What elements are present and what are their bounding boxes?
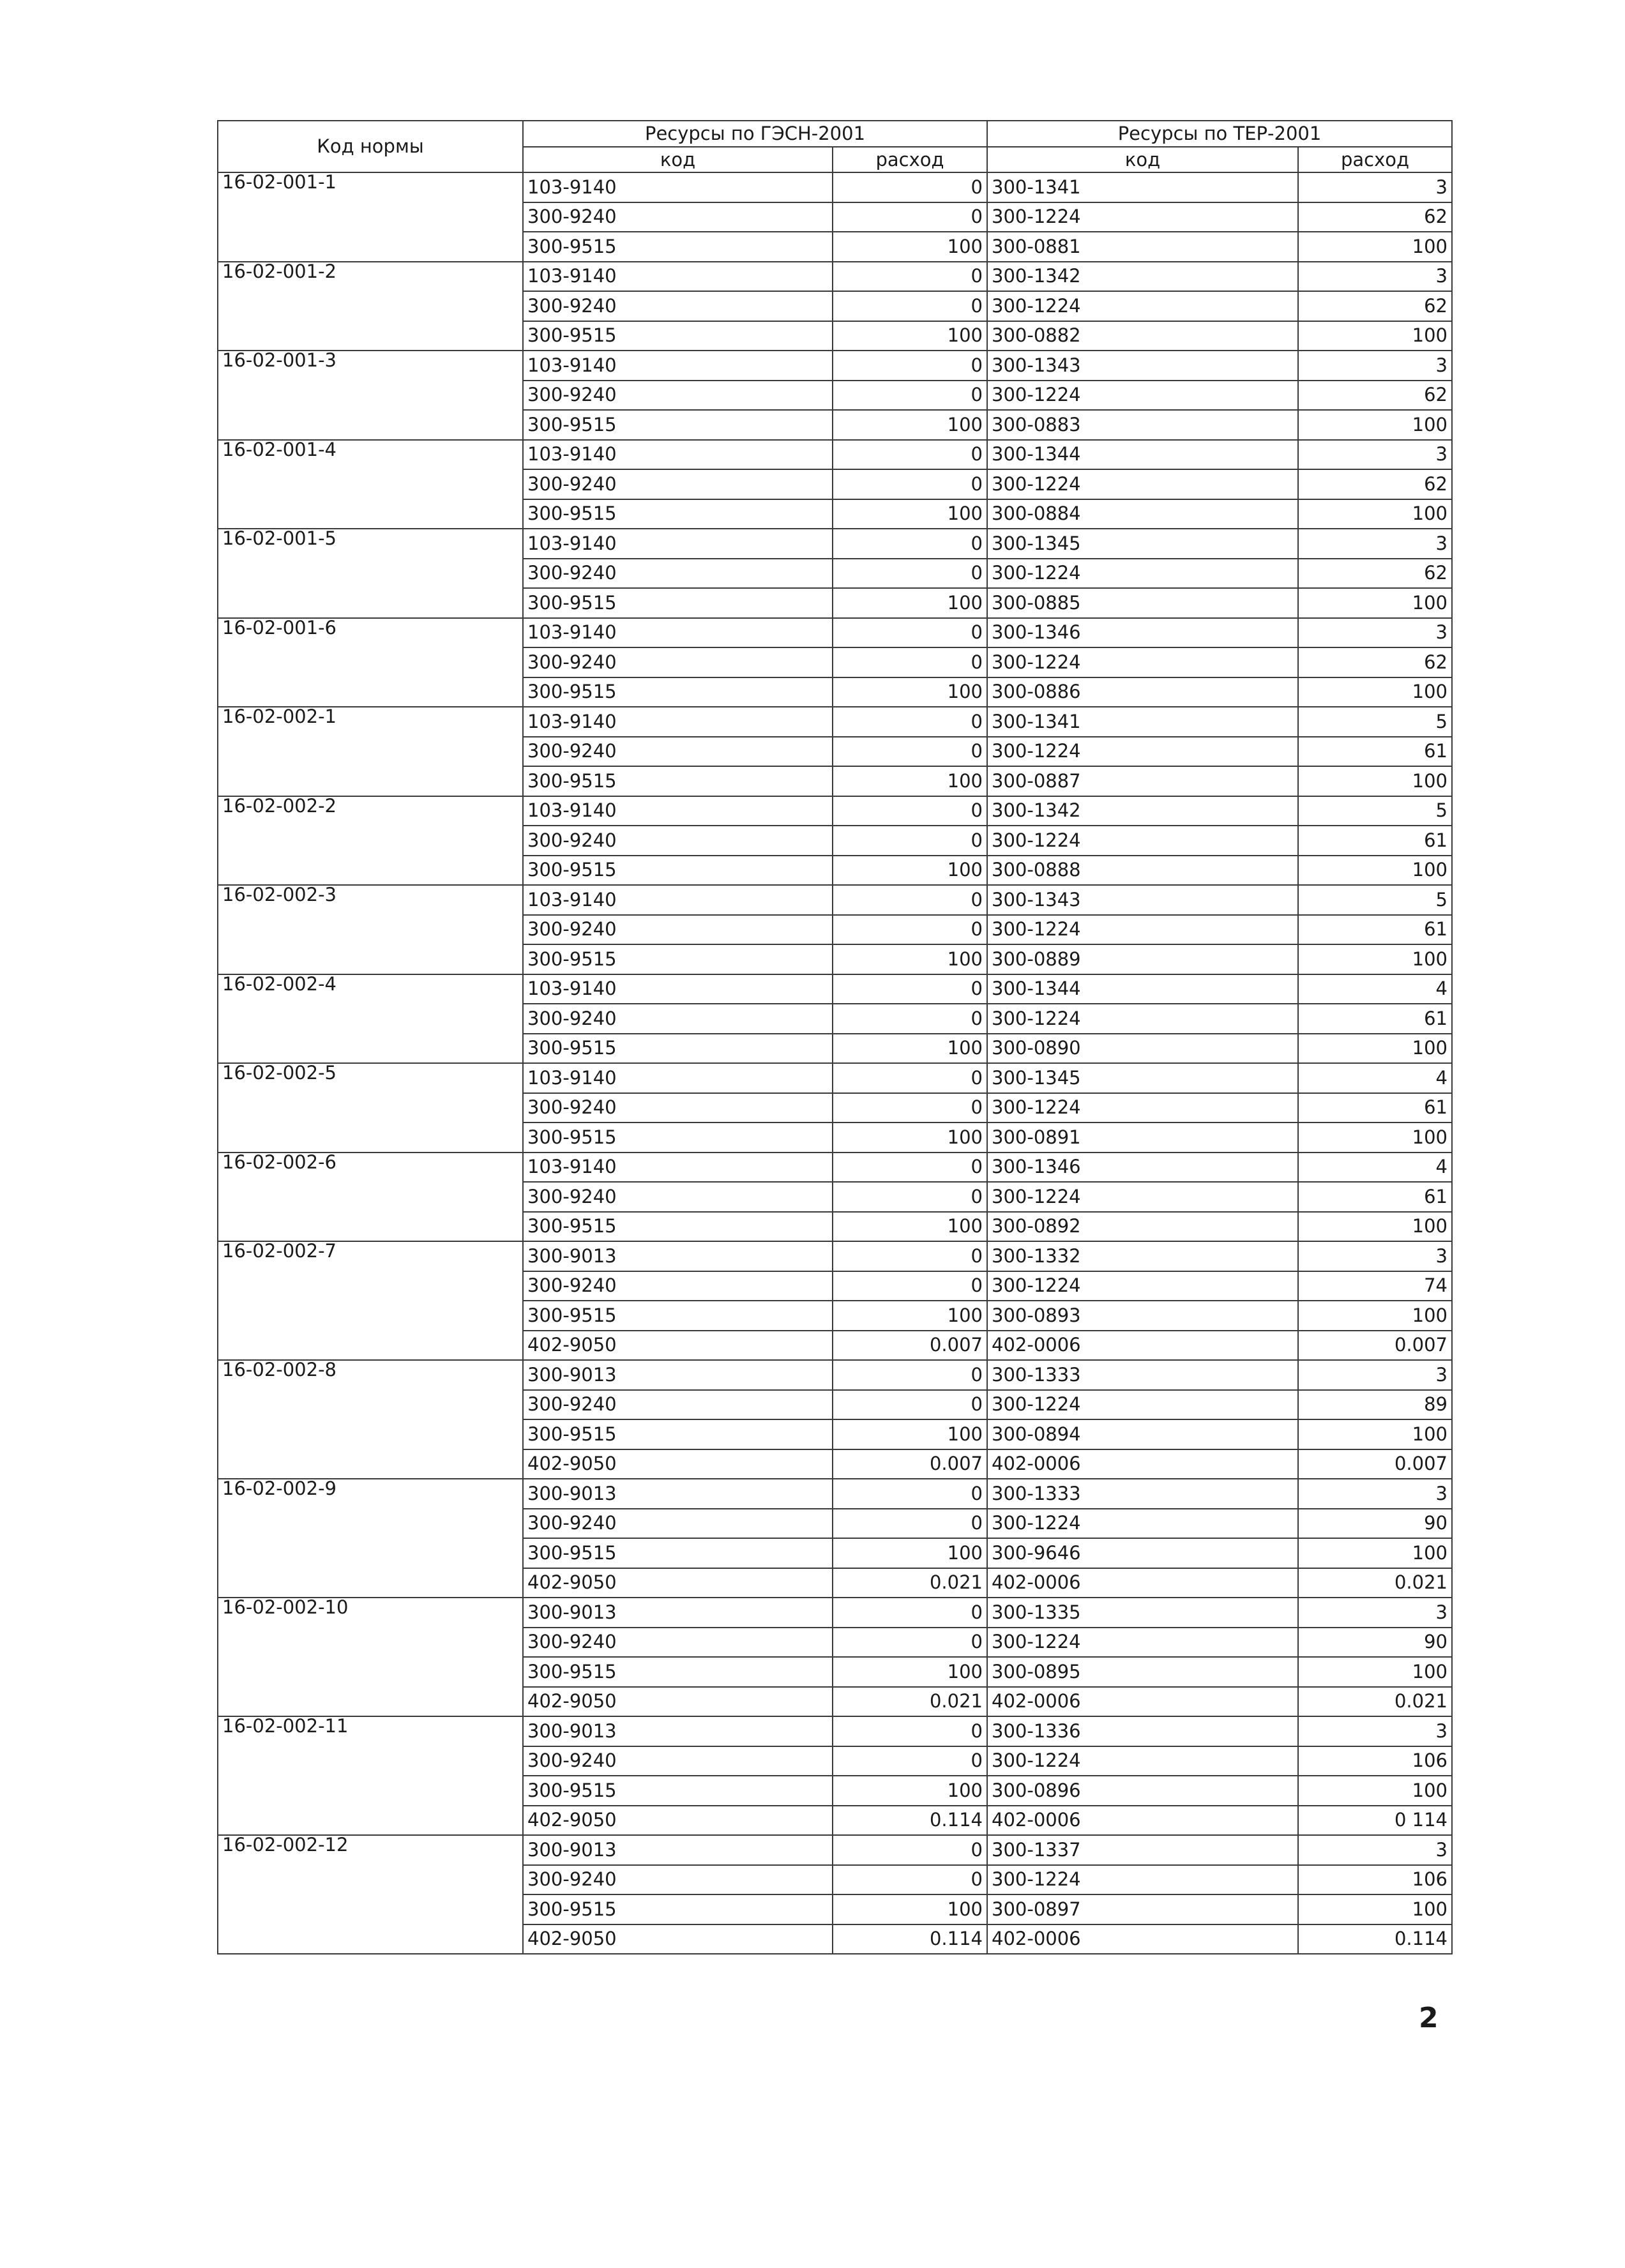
ter-code-cell: 300-1346 (987, 1153, 1298, 1183)
gesn-usage-cell: 0 (833, 469, 987, 499)
gesn-usage-cell: 0 (833, 1360, 987, 1390)
gesn-usage-cell: 0.007 (833, 1331, 987, 1361)
gesn-code-cell: 300-9515 (523, 499, 833, 529)
ter-code-cell: 300-1343 (987, 351, 1298, 381)
gesn-usage-cell: 100 (833, 321, 987, 351)
gesn-code-cell: 300-9515 (523, 856, 833, 886)
ter-code-cell: 402-0006 (987, 1687, 1298, 1717)
gesn-code-cell: 402-9050 (523, 1449, 833, 1479)
gesn-code-cell: 300-9515 (523, 1301, 833, 1331)
gesn-code-cell: 300-9013 (523, 1835, 833, 1865)
gesn-code-cell: 300-9515 (523, 1034, 833, 1064)
gesn-usage-cell: 100 (833, 856, 987, 886)
ter-code-cell: 300-1336 (987, 1716, 1298, 1746)
ter-code-cell: 300-1224 (987, 1628, 1298, 1658)
gesn-usage-cell: 0 (833, 1093, 987, 1123)
gesn-code-cell: 300-9013 (523, 1598, 833, 1628)
gesn-code-cell: 402-9050 (523, 1687, 833, 1717)
table-row (218, 1598, 1452, 1628)
gesn-code-cell: 300-9240 (523, 469, 833, 499)
ter-usage-cell: 3 (1298, 1241, 1452, 1271)
gesn-usage-cell: 0 (833, 262, 987, 292)
ter-code-cell: 300-1345 (987, 1063, 1298, 1093)
gesn-code-cell: 300-9515 (523, 1419, 833, 1449)
gesn-usage-cell: 0 (833, 1835, 987, 1865)
gesn-usage-cell: 0 (833, 559, 987, 589)
ter-usage-header: расход (1298, 147, 1452, 172)
norm-code-header: Код нормы (218, 121, 523, 172)
gesn-usage-cell: 0 (833, 202, 987, 232)
gesn-code-cell: 300-9240 (523, 1004, 833, 1034)
ter-usage-cell: 100 (1298, 410, 1452, 440)
ter-code-cell: 402-0006 (987, 1568, 1298, 1598)
table-row (218, 1835, 1452, 1865)
ter-code-cell: 300-1341 (987, 707, 1298, 737)
table-row (218, 618, 1452, 648)
table-row (218, 707, 1452, 737)
norm-code-cell: 16-02-002-6 (218, 1153, 523, 1242)
ter-usage-cell: 100 (1298, 1301, 1452, 1331)
ter-code-cell: 300-0883 (987, 410, 1298, 440)
ter-usage-cell: 0.114 (1298, 1924, 1452, 1954)
gesn-code-cell: 300-9013 (523, 1716, 833, 1746)
gesn-code-cell: 103-9140 (523, 1063, 833, 1093)
gesn-usage-cell: 0 (833, 974, 987, 1004)
ter-code-cell: 300-1333 (987, 1479, 1298, 1509)
ter-usage-cell: 61 (1298, 826, 1452, 856)
gesn-code-cell: 300-9515 (523, 1212, 833, 1242)
ter-code-cell: 300-0892 (987, 1212, 1298, 1242)
gesn-usage-cell: 100 (833, 410, 987, 440)
ter-usage-cell: 0.021 (1298, 1687, 1452, 1717)
norm-code-cell: 16-02-002-11 (218, 1716, 523, 1835)
ter-code-cell: 300-0897 (987, 1894, 1298, 1924)
ter-usage-cell: 61 (1298, 1182, 1452, 1212)
norm-code-cell: 16-02-002-3 (218, 885, 523, 974)
ter-code-cell: 300-0889 (987, 944, 1298, 974)
ter-usage-cell: 62 (1298, 291, 1452, 321)
gesn-code-cell: 300-9515 (523, 232, 833, 262)
table-row (218, 351, 1452, 381)
ter-usage-cell: 5 (1298, 707, 1452, 737)
gesn-code-header: код (523, 147, 833, 172)
gesn-code-cell: 402-9050 (523, 1806, 833, 1836)
gesn-usage-cell: 0 (833, 1063, 987, 1093)
norm-code-cell: 16-02-001-5 (218, 529, 523, 618)
ter-code-cell: 300-1224 (987, 1746, 1298, 1776)
gesn-usage-cell: 0 (833, 707, 987, 737)
ter-usage-cell: 100 (1298, 588, 1452, 618)
page-number: 2 (1419, 2002, 1439, 2034)
gesn-usage-cell: 0.007 (833, 1449, 987, 1479)
ter-code-cell: 300-0894 (987, 1419, 1298, 1449)
norm-code-cell: 16-02-002-10 (218, 1598, 523, 1716)
ter-usage-cell: 3 (1298, 1479, 1452, 1509)
gesn-code-cell: 103-9140 (523, 618, 833, 648)
gesn-usage-cell: 0 (833, 1153, 987, 1183)
norm-code-cell: 16-02-001-6 (218, 618, 523, 707)
ter-code-cell: 300-1224 (987, 1004, 1298, 1034)
ter-code-cell: 300-1224 (987, 291, 1298, 321)
gesn-usage-cell: 100 (833, 1657, 987, 1687)
gesn-code-cell: 300-9013 (523, 1241, 833, 1271)
ter-usage-cell: 100 (1298, 1419, 1452, 1449)
norm-code-cell: 16-02-002-1 (218, 707, 523, 796)
ter-code-cell: 300-1224 (987, 559, 1298, 589)
gesn-code-cell: 300-9515 (523, 677, 833, 707)
ter-usage-cell: 100 (1298, 499, 1452, 529)
ter-usage-cell: 61 (1298, 737, 1452, 767)
table-row (218, 796, 1452, 826)
resource-table (217, 120, 1453, 1954)
ter-usage-cell: 89 (1298, 1390, 1452, 1420)
gesn-code-cell: 103-9140 (523, 1153, 833, 1183)
gesn-code-cell: 103-9140 (523, 796, 833, 826)
gesn-code-cell: 300-9240 (523, 1509, 833, 1539)
gesn-code-cell: 300-9240 (523, 291, 833, 321)
ter-code-cell: 300-0890 (987, 1034, 1298, 1064)
ter-code-cell: 300-0886 (987, 677, 1298, 707)
gesn-usage-cell: 0 (833, 885, 987, 915)
ter-usage-cell: 4 (1298, 1063, 1452, 1093)
norm-code-cell: 16-02-002-12 (218, 1835, 523, 1954)
ter-code-cell: 300-1224 (987, 826, 1298, 856)
ter-code-cell: 300-9646 (987, 1538, 1298, 1568)
gesn-usage-cell: 100 (833, 1538, 987, 1568)
gesn-usage-cell: 100 (833, 1894, 987, 1924)
gesn-usage-cell: 100 (833, 232, 987, 262)
gesn-code-cell: 300-9515 (523, 588, 833, 618)
gesn-code-cell: 300-9240 (523, 1271, 833, 1301)
ter-code-header: код (987, 147, 1298, 172)
ter-usage-cell: 61 (1298, 1093, 1452, 1123)
ter-usage-cell: 62 (1298, 202, 1452, 232)
gesn-usage-cell: 0 (833, 1004, 987, 1034)
ter-usage-cell: 3 (1298, 172, 1452, 202)
gesn-usage-cell: 100 (833, 1301, 987, 1331)
ter-usage-cell: 4 (1298, 1153, 1452, 1183)
norm-code-cell: 16-02-002-2 (218, 796, 523, 886)
gesn-group-header: Ресурсы по ГЭСН-2001 (523, 121, 987, 147)
gesn-code-cell: 300-9240 (523, 737, 833, 767)
ter-code-cell: 300-1343 (987, 885, 1298, 915)
ter-usage-cell: 3 (1298, 1598, 1452, 1628)
ter-code-cell: 402-0006 (987, 1449, 1298, 1479)
ter-usage-cell: 100 (1298, 766, 1452, 796)
ter-code-cell: 402-0006 (987, 1331, 1298, 1361)
ter-code-cell: 300-0882 (987, 321, 1298, 351)
gesn-code-cell: 103-9140 (523, 262, 833, 292)
ter-code-cell: 300-1224 (987, 202, 1298, 232)
gesn-code-cell: 402-9050 (523, 1924, 833, 1954)
ter-code-cell: 300-1333 (987, 1360, 1298, 1390)
gesn-usage-cell: 0 (833, 1390, 987, 1420)
ter-code-cell: 300-1224 (987, 1865, 1298, 1895)
gesn-code-cell: 103-9140 (523, 707, 833, 737)
ter-usage-cell: 3 (1298, 529, 1452, 559)
gesn-usage-cell: 0 (833, 647, 987, 677)
gesn-usage-cell: 100 (833, 499, 987, 529)
ter-usage-cell: 62 (1298, 469, 1452, 499)
table-row (218, 1716, 1452, 1746)
gesn-usage-cell: 0 (833, 351, 987, 381)
gesn-code-cell: 300-9515 (523, 1123, 833, 1153)
norm-code-cell: 16-02-002-5 (218, 1063, 523, 1153)
table-row (218, 1360, 1452, 1390)
gesn-usage-cell: 0 (833, 826, 987, 856)
ter-usage-cell: 5 (1298, 885, 1452, 915)
ter-usage-cell: 100 (1298, 944, 1452, 974)
ter-usage-cell: 0.007 (1298, 1331, 1452, 1361)
ter-code-cell: 300-1344 (987, 440, 1298, 470)
gesn-usage-cell: 0 (833, 529, 987, 559)
gesn-usage-cell: 0 (833, 915, 987, 945)
ter-code-cell: 300-1335 (987, 1598, 1298, 1628)
ter-code-cell: 300-0881 (987, 232, 1298, 262)
ter-usage-cell: 74 (1298, 1271, 1452, 1301)
gesn-usage-header: расход (833, 147, 987, 172)
gesn-usage-cell: 0 (833, 1241, 987, 1271)
ter-usage-cell: 100 (1298, 232, 1452, 262)
ter-usage-cell: 100 (1298, 1894, 1452, 1924)
ter-code-cell: 300-1224 (987, 469, 1298, 499)
ter-usage-cell: 4 (1298, 974, 1452, 1004)
gesn-code-cell: 300-9240 (523, 1093, 833, 1123)
ter-code-cell: 300-1344 (987, 974, 1298, 1004)
ter-group-header: Ресурсы по ТЕР-2001 (987, 121, 1452, 147)
gesn-usage-cell: 100 (833, 944, 987, 974)
ter-usage-cell: 0 114 (1298, 1806, 1452, 1836)
ter-usage-cell: 90 (1298, 1509, 1452, 1539)
ter-usage-cell: 3 (1298, 1835, 1452, 1865)
norm-code-cell: 16-02-002-8 (218, 1360, 523, 1479)
ter-usage-cell: 0.021 (1298, 1568, 1452, 1598)
ter-usage-cell: 100 (1298, 1212, 1452, 1242)
ter-code-cell: 300-1224 (987, 647, 1298, 677)
ter-code-cell: 300-1224 (987, 1390, 1298, 1420)
gesn-code-cell: 300-9240 (523, 915, 833, 945)
gesn-code-cell: 300-9240 (523, 826, 833, 856)
gesn-usage-cell: 0.114 (833, 1924, 987, 1954)
table-row (218, 172, 1452, 202)
gesn-usage-cell: 0 (833, 1509, 987, 1539)
ter-code-cell: 300-1224 (987, 381, 1298, 411)
gesn-code-cell: 103-9140 (523, 351, 833, 381)
ter-code-cell: 300-1332 (987, 1241, 1298, 1271)
ter-code-cell: 300-1224 (987, 1271, 1298, 1301)
norm-code-cell: 16-02-001-3 (218, 351, 523, 440)
gesn-code-cell: 300-9240 (523, 1746, 833, 1776)
ter-usage-cell: 100 (1298, 677, 1452, 707)
gesn-usage-cell: 0 (833, 172, 987, 202)
ter-usage-cell: 62 (1298, 647, 1452, 677)
ter-code-cell: 300-1337 (987, 1835, 1298, 1865)
gesn-usage-cell: 0 (833, 1865, 987, 1895)
table-row (218, 1063, 1452, 1093)
gesn-code-cell: 300-9240 (523, 1182, 833, 1212)
gesn-usage-cell: 0 (833, 1628, 987, 1658)
ter-code-cell: 300-1224 (987, 915, 1298, 945)
ter-code-cell: 300-1224 (987, 1182, 1298, 1212)
gesn-code-cell: 402-9050 (523, 1331, 833, 1361)
ter-code-cell: 300-1224 (987, 1509, 1298, 1539)
ter-code-cell: 300-1342 (987, 262, 1298, 292)
gesn-code-cell: 103-9140 (523, 440, 833, 470)
norm-code-cell: 16-02-002-9 (218, 1479, 523, 1598)
gesn-usage-cell: 0.021 (833, 1687, 987, 1717)
gesn-code-cell: 300-9240 (523, 381, 833, 411)
gesn-usage-cell: 0 (833, 440, 987, 470)
gesn-usage-cell: 0.114 (833, 1806, 987, 1836)
ter-code-cell: 300-1345 (987, 529, 1298, 559)
gesn-usage-cell: 100 (833, 1212, 987, 1242)
ter-usage-cell: 3 (1298, 1716, 1452, 1746)
gesn-usage-cell: 0 (833, 618, 987, 648)
gesn-usage-cell: 0 (833, 796, 987, 826)
gesn-usage-cell: 0 (833, 1271, 987, 1301)
gesn-code-cell: 300-9515 (523, 1657, 833, 1687)
gesn-usage-cell: 0 (833, 1598, 987, 1628)
table-row (218, 1479, 1452, 1509)
gesn-code-cell: 300-9515 (523, 766, 833, 796)
ter-usage-cell: 61 (1298, 1004, 1452, 1034)
ter-code-cell: 300-1346 (987, 618, 1298, 648)
norm-code-cell: 16-02-001-4 (218, 440, 523, 529)
ter-usage-cell: 100 (1298, 1657, 1452, 1687)
ter-code-cell: 402-0006 (987, 1806, 1298, 1836)
ter-code-cell: 300-1224 (987, 1093, 1298, 1123)
gesn-usage-cell: 0 (833, 737, 987, 767)
gesn-code-cell: 300-9013 (523, 1479, 833, 1509)
gesn-usage-cell: 0 (833, 381, 987, 411)
ter-code-cell: 402-0006 (987, 1924, 1298, 1954)
ter-usage-cell: 0.007 (1298, 1449, 1452, 1479)
header-row-1 (218, 121, 1452, 147)
gesn-code-cell: 300-9515 (523, 321, 833, 351)
gesn-code-cell: 300-9240 (523, 1865, 833, 1895)
table-row (218, 1153, 1452, 1183)
ter-usage-cell: 3 (1298, 351, 1452, 381)
ter-usage-cell: 3 (1298, 618, 1452, 648)
table-row (218, 885, 1452, 915)
norm-code-cell: 16-02-002-4 (218, 974, 523, 1064)
gesn-code-cell: 300-9240 (523, 647, 833, 677)
gesn-code-cell: 300-9240 (523, 202, 833, 232)
ter-usage-cell: 100 (1298, 1538, 1452, 1568)
ter-code-cell: 300-1342 (987, 796, 1298, 826)
gesn-code-cell: 300-9240 (523, 559, 833, 589)
table-row (218, 1241, 1452, 1271)
ter-code-cell: 300-0893 (987, 1301, 1298, 1331)
gesn-code-cell: 300-9515 (523, 1776, 833, 1806)
table-row (218, 974, 1452, 1004)
gesn-code-cell: 300-9515 (523, 1894, 833, 1924)
ter-code-cell: 300-0888 (987, 856, 1298, 886)
ter-usage-cell: 3 (1298, 1360, 1452, 1390)
ter-code-cell: 300-1341 (987, 172, 1298, 202)
gesn-code-cell: 103-9140 (523, 172, 833, 202)
ter-code-cell: 300-0885 (987, 588, 1298, 618)
ter-usage-cell: 100 (1298, 1776, 1452, 1806)
norm-code-cell: 16-02-002-7 (218, 1241, 523, 1360)
resource-table-container (217, 120, 1453, 1954)
gesn-usage-cell: 0 (833, 1746, 987, 1776)
table-row (218, 440, 1452, 470)
gesn-usage-cell: 0.021 (833, 1568, 987, 1598)
ter-code-cell: 300-1224 (987, 737, 1298, 767)
ter-usage-cell: 90 (1298, 1628, 1452, 1658)
gesn-code-cell: 103-9140 (523, 885, 833, 915)
gesn-usage-cell: 0 (833, 291, 987, 321)
gesn-usage-cell: 100 (833, 1419, 987, 1449)
ter-usage-cell: 100 (1298, 1034, 1452, 1064)
resource-table-body (218, 172, 1452, 1954)
gesn-usage-cell: 100 (833, 766, 987, 796)
ter-code-cell: 300-0887 (987, 766, 1298, 796)
ter-code-cell: 300-0896 (987, 1776, 1298, 1806)
gesn-usage-cell: 100 (833, 1123, 987, 1153)
ter-usage-cell: 3 (1298, 440, 1452, 470)
norm-code-cell: 16-02-001-2 (218, 262, 523, 351)
ter-usage-cell: 106 (1298, 1746, 1452, 1776)
ter-usage-cell: 100 (1298, 321, 1452, 351)
ter-code-cell: 300-0895 (987, 1657, 1298, 1687)
ter-usage-cell: 62 (1298, 381, 1452, 411)
gesn-usage-cell: 100 (833, 677, 987, 707)
ter-usage-cell: 106 (1298, 1865, 1452, 1895)
gesn-code-cell: 103-9140 (523, 529, 833, 559)
gesn-code-cell: 300-9240 (523, 1628, 833, 1658)
norm-code-cell: 16-02-001-1 (218, 172, 523, 262)
ter-code-cell: 300-0891 (987, 1123, 1298, 1153)
gesn-code-cell: 103-9140 (523, 974, 833, 1004)
table-row (218, 529, 1452, 559)
ter-usage-cell: 3 (1298, 262, 1452, 292)
gesn-code-cell: 300-9240 (523, 1390, 833, 1420)
ter-usage-cell: 62 (1298, 559, 1452, 589)
ter-usage-cell: 61 (1298, 915, 1452, 945)
gesn-code-cell: 300-9515 (523, 1538, 833, 1568)
ter-usage-cell: 5 (1298, 796, 1452, 826)
gesn-code-cell: 402-9050 (523, 1568, 833, 1598)
gesn-usage-cell: 0 (833, 1479, 987, 1509)
gesn-code-cell: 300-9515 (523, 944, 833, 974)
ter-usage-cell: 100 (1298, 856, 1452, 886)
gesn-code-cell: 300-9013 (523, 1360, 833, 1390)
ter-usage-cell: 100 (1298, 1123, 1452, 1153)
gesn-usage-cell: 0 (833, 1182, 987, 1212)
gesn-code-cell: 300-9515 (523, 410, 833, 440)
gesn-usage-cell: 100 (833, 1776, 987, 1806)
gesn-usage-cell: 0 (833, 1716, 987, 1746)
ter-code-cell: 300-0884 (987, 499, 1298, 529)
gesn-usage-cell: 100 (833, 1034, 987, 1064)
table-row (218, 262, 1452, 292)
gesn-usage-cell: 100 (833, 588, 987, 618)
